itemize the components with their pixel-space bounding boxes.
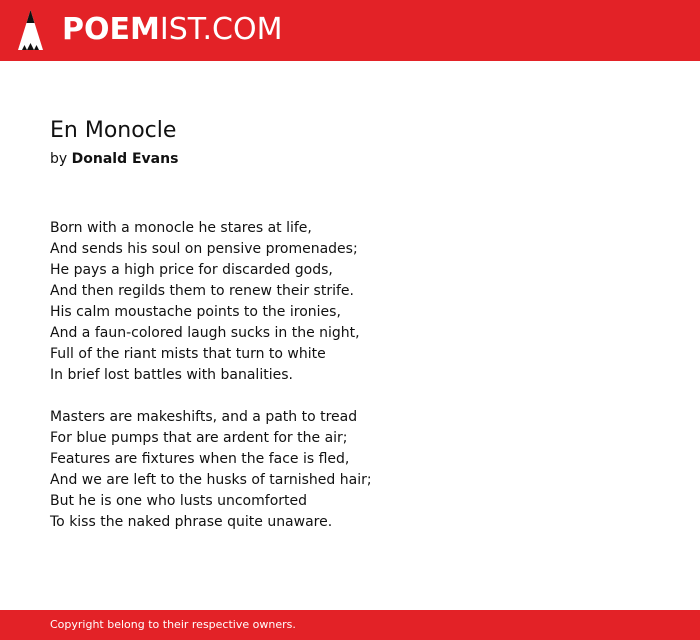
site-header [0, 0, 700, 61]
poem-title: En Monocle [50, 118, 177, 143]
stanza [50, 407, 610, 533]
poem-line: And then regilds them to renew their strife. [50, 283, 354, 299]
poem-line: And we are left to the husks of tarnished hair; [50, 472, 372, 488]
poem-line: For blue pumps that are ardent for the air; [50, 430, 348, 446]
stanza [50, 218, 610, 386]
poem-line: Full of the riant mists that turn to white [50, 346, 326, 362]
poem-line: His calm moustache points to the ironies, [50, 304, 341, 320]
byline [50, 149, 178, 169]
poem-line: And sends his soul on pensive promenades; [50, 241, 358, 257]
copyright-notice: Copyright belong to their respective owners. [50, 618, 296, 631]
poem-line: He pays a high price for discarded gods, [50, 262, 333, 278]
poem-line: To kiss the naked phrase quite unaware. [50, 514, 333, 530]
site-footer [0, 610, 700, 640]
poem-line: Features are fixtures when the face is fled, [50, 451, 350, 467]
logo-text-light: IST.COM [159, 12, 283, 47]
poem-line: But he is one who lusts uncomforted [50, 493, 308, 509]
poem-body [50, 218, 610, 554]
poem-line: And a faun-colored laugh sucks in the night, [50, 325, 360, 341]
poem-line: In brief lost battles with banalities. [50, 367, 293, 383]
pencil-tip-icon[interactable] [17, 9, 44, 53]
logo-text-bold: POEM [62, 12, 160, 47]
poem-line: Masters are makeshifts, and a path to tread [50, 409, 358, 425]
by-label: by [50, 151, 68, 167]
author-name: Donald Evans [71, 151, 179, 167]
site-logo[interactable] [62, 13, 282, 47]
poem-line: Born with a monocle he stares at life, [50, 220, 312, 236]
